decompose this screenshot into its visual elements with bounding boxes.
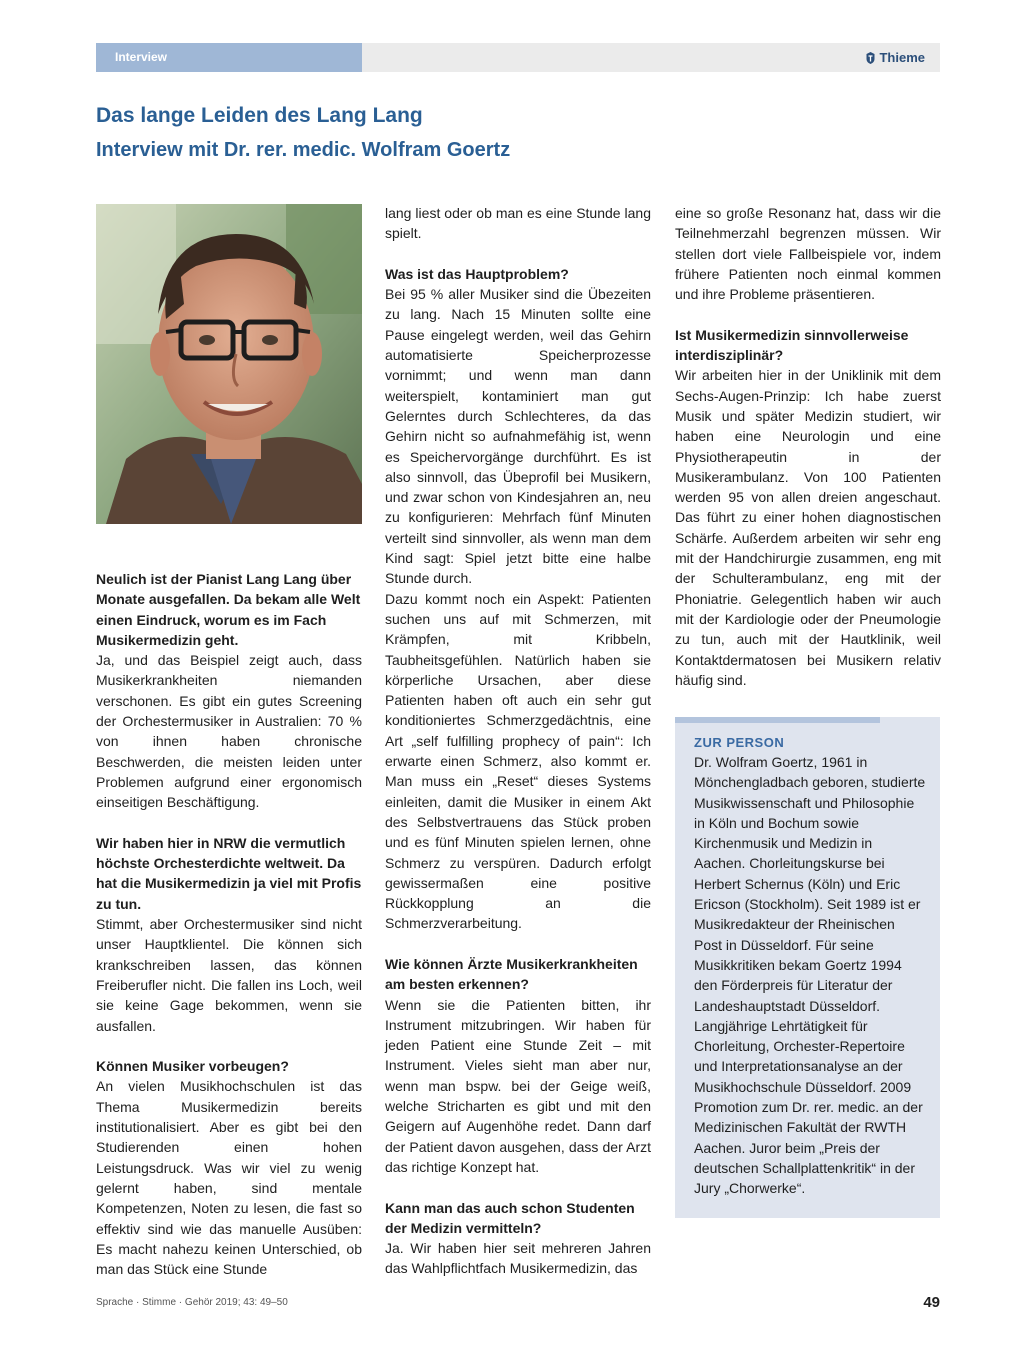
text-column-1: [96, 569, 362, 1279]
thieme-logo-icon: [866, 52, 875, 64]
portrait-illustration: [96, 204, 362, 524]
journal-citation: Sprache · Stimme · Gehör 2019; 43: 49–50: [96, 1297, 288, 1308]
infobox-heading: ZUR PERSON: [694, 735, 785, 750]
portrait-photo: [96, 204, 362, 524]
interview-answer: An vielen Musikhochschulen ist das Thema Musikermedizin bereits institutionalisiert. Aber es gibt bei den Studierenden einen hohen Leistungsdruck. Was wir viel zu wenig gelernt haben, sind mentale Kompetenzen, Noten zu lesen, die fast so effektiv sind wie das manuelle Ausüben: Es macht nahezu keinen Unterschied, ob man das Stück eine Stunde: [96, 1078, 362, 1278]
interview-answer: lang liest oder ob man es eine Stunde lang spielt.: [385, 205, 651, 242]
paragraph-gap: [675, 304, 941, 324]
section-tab: [96, 43, 362, 72]
text-column-2: [385, 203, 651, 1279]
article-title: Das lange Leiden des Lang Lang: [96, 104, 423, 127]
interview-answer: Ja. Wir haben hier seit mehreren Jahren das Wahlpflichtfach Musikermedizin, das: [385, 1240, 651, 1277]
interview-answer: eine so große Resonanz hat, dass wir die Teilnehmerzahl begrenzen müssen. Wir stellen dort viele Fallbeispiele vor, indem frühere Patienten noch einmal kommen und ihre Probleme präsentieren.: [675, 205, 941, 303]
interview-question: Wir haben hier in NRW die vermutlich höchste Orchesterdichte weltweit. Da hat die Musikermedizin ja viel mit Profis zu tun.: [96, 834, 362, 912]
interview-question: Ist Musikermedizin sinnvollerweise interdisziplinär?: [675, 326, 909, 364]
header-bar: [96, 43, 940, 72]
interview-question: Können Musiker vorbeugen?: [96, 1058, 289, 1075]
brand-name: Thieme: [879, 50, 925, 65]
interview-answer: Dazu kommt noch ein Aspekt: Patienten suchen uns auf mit Schmerzen, mit Krämpfen, mit Kribbeln, Taubheitsgefühlen. Natürlich haben sie körperliche Ursachen, aber diese Patienten haben oft auch ein sehr gut konditioniertes Schmerzgedächtnis, eine Art „self fulfilling prophecy of pain“: Ich erwarte einen Schmerz, also kommt er. Man muss ein „Reset“ dieses Systems einleiten, damit die Musiker in einem Akt des Selbstvertrauens das Stück proben und es fünf Minuten spielen lernen, ohne Schmerz zu verspüren. Dadurch erfolgt gewissermaßen eine positive Rückkopplung an die Schmerzverarbeitung.: [385, 590, 651, 932]
page-number: 49: [923, 1294, 940, 1311]
interview-answer: Ja, und das Beispiel zeigt auch, dass Musikerkrankheiten niemanden verschonen. Es gibt ein gutes Screening der Orchestermusiker in Australien: 70 % von ihnen haben chronische Beschwerden, die meisten leiden unter Problemen aufgrund einer ergonomisch einseitigen Beschäftigung.: [96, 652, 362, 811]
section-label: Interview: [115, 50, 168, 64]
paragraph-gap: [96, 1036, 362, 1056]
interview-answer: Bei 95 % aller Musiker sind die Übezeiten zu lang. Nach 15 Minuten sollte eine Pause eingelegt werden, weil das Gehirn automatisierte Speicherprozesse vornimmt; und wenn man dann weiterspielt, kontaminiert man gut Gelerntes durch Schlechteres, da das Gehirn nicht so aufnahmefähig ist, wenn es Speichervorgänge durchführt. Es ist also sinnvoll, das Übeprofil bei Musikern, und zwar schon von Kindesjahren an, neu zu konfigurieren: Mehrfach fünf Minuten verteilt sind sinnvoller, als wenn man dem Kind sagt: Spiel jetzt bitte eine halbe Stunde durch.: [385, 286, 651, 587]
person-infobox: [675, 717, 940, 1218]
interview-question: Was ist das Hauptproblem?: [385, 265, 569, 282]
paragraph-gap: [96, 813, 362, 833]
article-subtitle: Interview mit Dr. rer. medic. Wolfram Goertz: [96, 139, 511, 161]
paragraph-gap: [385, 1177, 651, 1197]
infobox-body: Dr. Wolfram Goertz, 1961 in Mönchengladbach geboren, studierte Musikwissenschaft und Philosophie in Köln und Bochum sowie Kirchenmusik und Medizin in Aachen. Chorleitungskurse bei Herbert Schernus (Köln) und Eric Ericson (Stockholm). Seit 1989 ist er Musikredakteur der Rheinischen Post in Düsseldorf. Für seine Musikkritiken bekam Goertz 1994 den Förderpreis für Literatur der Landeshauptstadt Düsseldorf. Langjährige Lehrtätigkeit für Chorleitung, Orchester-Repertoire und Interpretationsanalyse an der Musikhochschule Düsseldorf. 2009 Promotion zum Dr. rer. medic. an der Medizinischen Fakultät der RWTH Aachen. Juror beim „Preis der deutschen Schallplattenkritik“ in der Jury „Chorwerke“.: [694, 754, 926, 1197]
interview-question: Kann man das auch schon Studenten der Medizin vermitteln?: [385, 1199, 635, 1236]
publisher-logo: [866, 50, 925, 65]
interview-answer: Stimmt, aber Orchestermusiker sind nicht unser Hauptklientel. Die können sich krankschreiben lassen, das können Freiberufler nicht. Die fallen ins Loch, weil sie keine Gage bekommen, wenn sie ausfallen.: [96, 916, 362, 1034]
text-column-3: [675, 203, 941, 690]
infobox-accent-bar: [675, 717, 880, 723]
interview-answer: Wir arbeiten hier in der Uniklinik mit dem Sechs-Augen-Prinzip: Ich habe zuerst Musik und später Medizin studiert, wir haben eine Neurologin und eine Physiotherapeutin in der Musikerambulanz. Von 100 Patienten werden 95 von allen dreien angeschaut. Das führt zu einer hohen diagnostischen Schärfe. Außerdem arbeiten wir sehr eng mit der Handchirurgie zusammen, eng mit der Schulterambulanz, eng mit der Phoniatrie. Gelegentlich haben wir auch mit der Kardiologie oder der Pneumologie zu tun, auch mit der Hautklinik, weil Kontaktdermatosen bei Musikern relativ häufig sind.: [675, 367, 941, 688]
paragraph-gap: [385, 244, 651, 264]
interview-answer: Wenn sie die Patienten bitten, ihr Instrument mitzubringen. Wir haben für jeden Patient eine Stunde Zeit – mit Instrument. Vieles sieht man aber nur, wenn man bspw. bei der Geige weiß, welche Stricharten es gibt und mit den Geigern auf Augenhöhe redet. Dann darf der Patient davon ausgehen, dass der Arzt das richtige Konzept hat.: [385, 996, 651, 1175]
interview-question: Neulich ist der Pianist Lang Lang über Monate ausgefallen. Da bekam alle Welt einen Eindruck, worum es im Fach Musikermedizin geht.: [96, 571, 361, 648]
paragraph-gap: [385, 934, 651, 954]
interview-question: Wie können Ärzte Musikerkrankheiten am besten erkennen?: [385, 955, 638, 993]
